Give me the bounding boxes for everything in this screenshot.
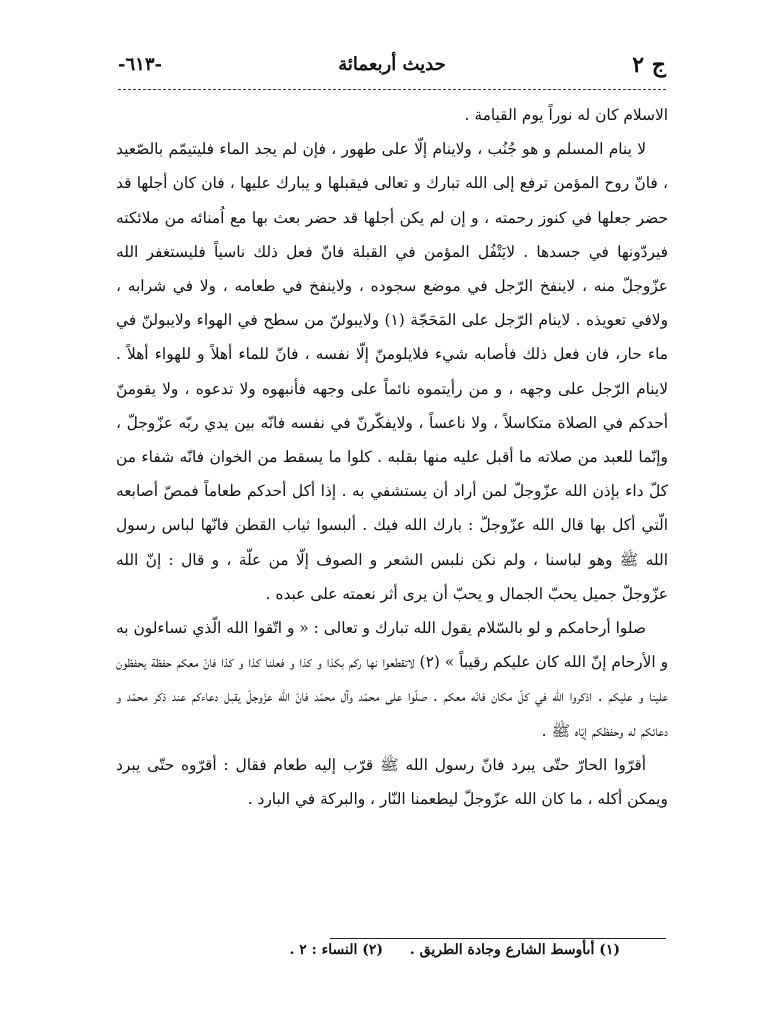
volume-number: ج ٢: [632, 52, 666, 78]
footnote-2: (٢) النساء : ٢ .: [289, 942, 384, 958]
paragraph-kinship: صلوا أرحامكم و لو بالسّلام يقول الله تبارك و تعالى : « و اتّقوا الله الّذي تساءلون به و الأرحام إنّ الله كان عليكم رقيباً » (٢) لاتقطعوا نها ركم بكذا و كذا و فعلنا كذا و كذا فانّ معكم حفظة يحفظون علينا و عليكم . اذكروا الله في كلّ مكان فانّه معكم . صلّوا على محمّد وآل محمّد فانّ الله عزّوجلّ يقبل دعاءكم عند ذكر محمّد و دعائكم له وحفظكم إيّاه ﷺ .: [116, 619, 668, 740]
paragraph-continuation: الاسلام كان له نوراً يوم القيامة .: [464, 106, 668, 124]
footnotes: [180, 942, 620, 958]
paragraph-hot-food: أقرّوا الحارّ حتّى يبرد فانّ رسول الله ﷺ قرّب إليه طعام فقال : أقرّوه حتّى يبرد ويمكن أكله ، ما كان الله عزّوجلّ ليطعمنا النّار ، والبركة في البارد .: [116, 755, 668, 809]
paragraph-sleep-rules: لا ينام المسلم و هو جُنُب ، ولاينام إلّا على طهور ، فإن لم يجد الماء فليتيمّم بالصّعيد ، فانّ روح المؤمن ترفع إلى الله تبارك و تعالى فيقبلها و يبارك عليها ، فان كان أجلها قد حضر جعلها في كنوز رحمته ، و إن لم يكن أجلها قد حضر بعث بها مع اُمنائه من ملائكته فيردّونها في جسدها . لايَتْفُل المؤمن في القبلة فانّ فعل ذلك ناسياً فليستغفر الله عزّوجلّ منه ، لاينفخ الرّجل في موضع سجوده ، ولاينفخ في طعامه ، ولا في شرابه ، ولافي تعويذه . لاينام الرّجل على المَحَجّة (١) ولايبولنّ من سطح في الهواء ولايبولنّ في ماء حار، فان فعل ذلك فأصابه شيء فلايلومنّ إلّا نفسه ، فانّ للماء أهلاً و للهواء أهلاً . لاينام الرّجل على وجهه ، و من رأيتموه نائماً على وجهه فأنبهوه ولا تدعوه ، ولا يقومنّ أحدكم في الصلاة متكاسلاً ، ولا ناعساً ، ولايفكّرنّ في نفسه فانّه بين يدي ربّه عزّوجلّ ، وإنّما للعبد من صلاته ما أقبل عليه منها بقلبه . كلوا ما يسقط من الخوان فانّه شفاء من كلّ داء بإذن الله عزّوجلّ لمن أراد أن يستشفي به . إذا أكل أحدكم طعاماً فمصّ أصابعه الّتي أكل بها قال الله عزّوجلّ : بارك الله فيك . ألبسوا ثياب القطن فانّها لباس رسول الله ﷺ وهو لباسنا ، ولم نكن نلبس الشعر و الصوف إلّا من علّة ، و قال : إنّ الله عزّوجلّ جميل يحبّ الجمال و يحبّ أن يرى أثر نعمته على عبده .: [116, 140, 668, 603]
footnote-divider: [330, 938, 666, 939]
running-title: حديث أربعمائة: [338, 54, 446, 75]
page-number: -٦١٣-: [118, 54, 162, 75]
page-header: [118, 52, 666, 92]
header-divider: [118, 89, 666, 90]
main-text: [116, 98, 668, 816]
footnote-1: (١) أىأوسط الشارع وجادة الطريق .: [409, 942, 620, 958]
